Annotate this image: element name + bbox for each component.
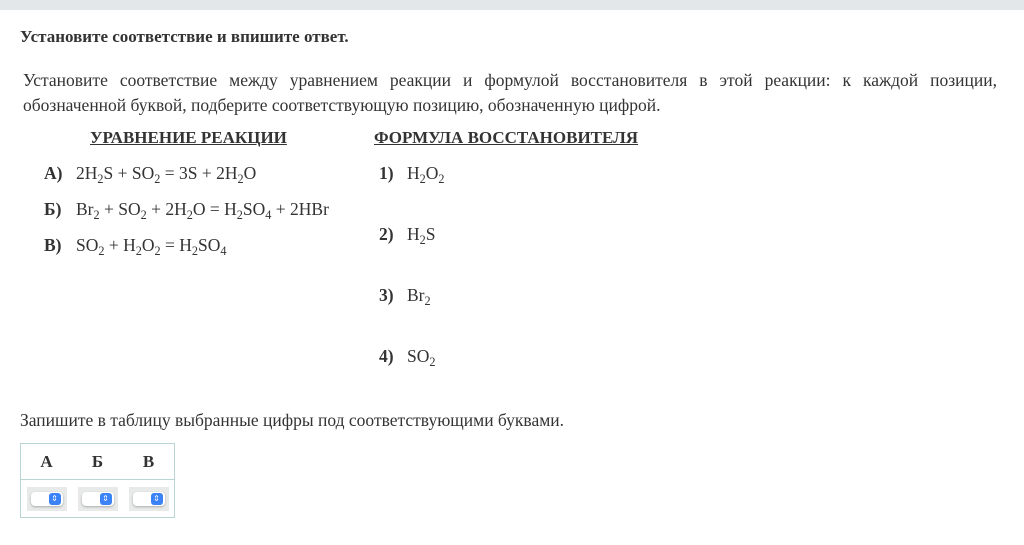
answer-select-v[interactable] [129, 487, 169, 511]
header-a: А [21, 444, 73, 480]
option-3 [379, 285, 431, 306]
option-label: 2) [379, 224, 394, 244]
chevron-updown-icon: ⇕ [100, 493, 112, 505]
option-4 [379, 346, 436, 367]
equation-v [44, 235, 227, 256]
chevron-updown-icon: ⇕ [151, 493, 163, 505]
answer-table [20, 443, 175, 518]
answer-select-b[interactable] [78, 487, 118, 511]
equation-label: Б) [44, 199, 62, 219]
top-bar [0, 0, 1024, 10]
option-formula: $Br_2$ [407, 285, 431, 308]
equation-b [44, 199, 329, 220]
equation-label: В) [44, 235, 62, 255]
question-text: Установите соответствие между уравнением реакции и формулой восстановителя в этой реакции: к каждой позиции, обозначенной буквой, подберите соответствующую позицию, обозначенную цифрой. [23, 70, 997, 115]
option-2 [379, 224, 436, 245]
task-title: Установите соответствие и впишите ответ. [20, 27, 349, 46]
chevron-updown-icon: ⇕ [49, 493, 61, 505]
option-label: 4) [379, 346, 394, 366]
option-1 [379, 163, 445, 184]
equation-a [44, 163, 256, 184]
equation-formula: $2H_2S + SO_2 = 3S + 2H_2O$ [76, 163, 257, 186]
header-v: В [123, 444, 175, 480]
right-column-header: ФОРМУЛА ВОССТАНОВИТЕЛЯ [374, 128, 639, 147]
instruction-text: Запишите в таблицу выбранные цифры под соответствующими буквами. [20, 410, 565, 430]
option-label: 3) [379, 285, 394, 305]
header-b: Б [72, 444, 123, 480]
equation-label: А) [44, 163, 63, 183]
option-formula: $H_2S$ [407, 224, 436, 247]
option-formula: $H_2O_2$ [407, 163, 445, 186]
left-column-header: УРАВНЕНИЕ РЕАКЦИИ [90, 128, 287, 147]
equation-formula: $SO_2 + H_2O_2 = H_2SO_4$ [76, 235, 227, 258]
option-label: 1) [379, 163, 394, 183]
answer-select-a[interactable] [27, 487, 67, 511]
equation-formula: $Br_2 + SO_2 + 2H_2O = H_2SO_4 + 2HBr$ [76, 199, 329, 222]
option-formula: $SO_2$ [407, 346, 436, 369]
